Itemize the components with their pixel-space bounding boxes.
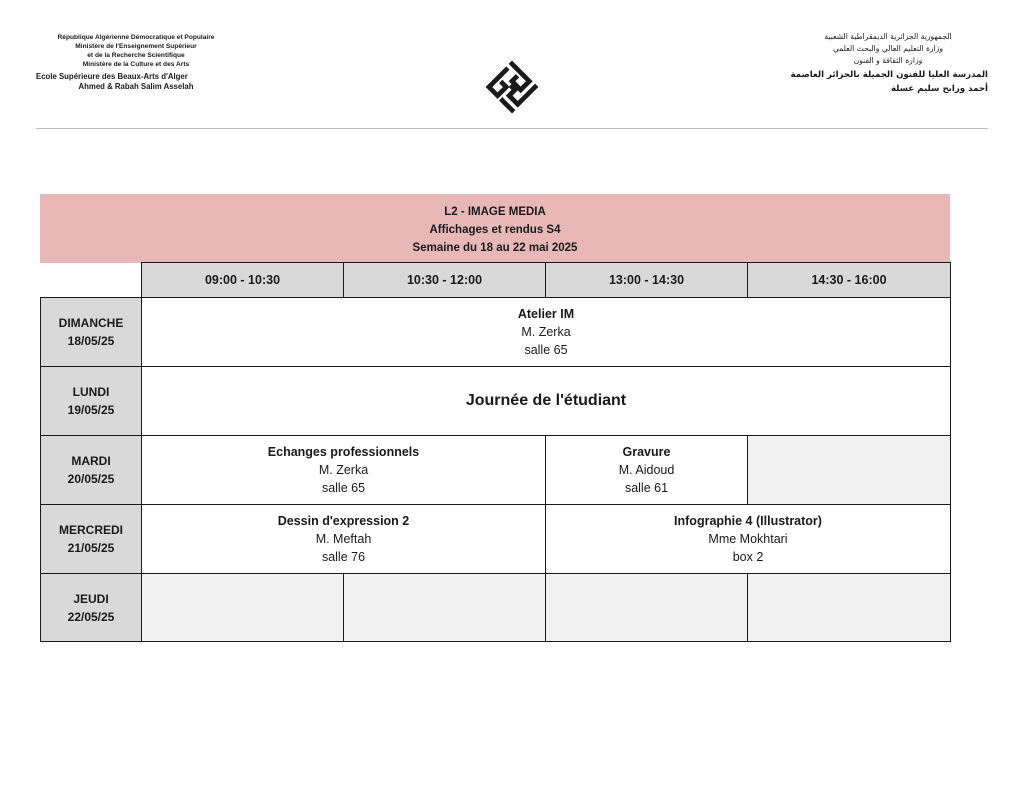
day-name: LUNDI: [72, 385, 110, 399]
session-echanges-professionnels: [141, 435, 546, 505]
schedule-title: L2 - IMAGE MEDIA: [444, 206, 546, 218]
letterhead-left: [36, 33, 236, 92]
school-names: Ahmed & Rabah Salim Asselah: [78, 82, 194, 91]
slot-label: 13:00 - 14:30: [608, 273, 685, 287]
school-name: Ecole Supérieure des Beaux-Arts d'Alger: [36, 72, 188, 81]
ministry-culture-ar: وزارة الثقافة و الفنون: [853, 56, 923, 65]
session-room: salle 65: [524, 343, 568, 357]
school-logo: [478, 53, 546, 121]
session-title: Echanges professionnels: [267, 445, 420, 459]
day-dimanche: [40, 297, 142, 367]
empty-slot: [747, 435, 951, 505]
session-gravure: [545, 435, 748, 505]
slot-header-4: [747, 262, 951, 298]
slot-header-3: [545, 262, 748, 298]
ministry-culture: Ministère de la Culture et des Arts: [82, 61, 190, 68]
session-room: salle 61: [624, 481, 669, 495]
day-lundi: [40, 366, 142, 436]
day-date: 19/05/25: [67, 403, 115, 417]
session-dessin-expression: [141, 504, 546, 574]
slot-label: 14:30 - 16:00: [811, 273, 887, 287]
schedule-week: Semaine du 18 au 22 mai 2025: [412, 242, 578, 254]
day-name: MARDI: [71, 454, 111, 468]
session-room: box 2: [732, 550, 764, 564]
day-date: 20/05/25: [67, 472, 115, 486]
day-name: MERCREDI: [58, 523, 123, 537]
session-atelier-im: [141, 297, 951, 367]
letterhead-right: [788, 31, 988, 95]
session-teacher: M. Meftah: [315, 532, 372, 546]
session-title: Dessin d'expression 2: [277, 514, 410, 528]
republic-name: République Algérienne Démocratique et Populaire: [57, 34, 215, 41]
day-name: JEUDI: [73, 591, 109, 606]
day-jeudi: [40, 573, 142, 642]
empty-slot: [545, 573, 748, 642]
day-date: 18/05/25: [67, 334, 115, 348]
day-date: 22/05/25: [67, 609, 115, 624]
slot-label: 10:30 - 12:00: [406, 273, 483, 287]
session-teacher: M. Zerka: [318, 463, 369, 477]
day-name: DIMANCHE: [58, 316, 124, 330]
session-title: Journée de l'étudiant: [465, 392, 627, 409]
empty-slot: [747, 573, 951, 642]
schedule-table: [40, 262, 951, 642]
session-title: Infographie 4 (Illustrator): [674, 514, 822, 528]
header-divider: [36, 128, 988, 129]
session-journee-etudiant: [141, 366, 951, 436]
slot-label: 09:00 - 10:30: [204, 273, 281, 287]
empty-slot: [343, 573, 546, 642]
schedule-subtitle: Affichages et rendus S4: [429, 224, 561, 236]
session-teacher: M. Aidoud: [618, 463, 675, 477]
schedule-title-band: [40, 194, 950, 263]
slot-header-2: [343, 262, 546, 298]
session-teacher: Mme Mokhtari: [708, 532, 788, 546]
session-title: Gravure: [622, 445, 671, 459]
session-title: Atelier IM: [517, 307, 575, 321]
day-date: 21/05/25: [67, 541, 115, 555]
ministry-higher-ed-ar: وزارة التعليم العالي والبحث العلمي: [832, 44, 944, 53]
session-teacher: M. Zerka: [521, 325, 571, 339]
session-room: salle 65: [321, 481, 366, 495]
ministry-higher-ed: Ministère de l'Enseignement Supérieur: [75, 43, 197, 50]
slot-header-1: [141, 262, 344, 298]
ministry-research: et de la Recherche Scientifique: [87, 52, 185, 59]
empty-slot: [141, 573, 344, 642]
school-names-ar: أحمد ورابح سليم عسلة: [890, 84, 988, 94]
day-mercredi: [40, 504, 142, 574]
republic-name-ar: الجمهورية الجزائرية الديمقراطية الشعبية: [824, 32, 952, 41]
school-name-ar: المدرسة العليا للفنون الجميلة بالجزائر العاصمة: [790, 70, 988, 80]
session-room: salle 76: [321, 550, 366, 564]
day-mardi: [40, 435, 142, 505]
session-infographie: [545, 504, 951, 574]
